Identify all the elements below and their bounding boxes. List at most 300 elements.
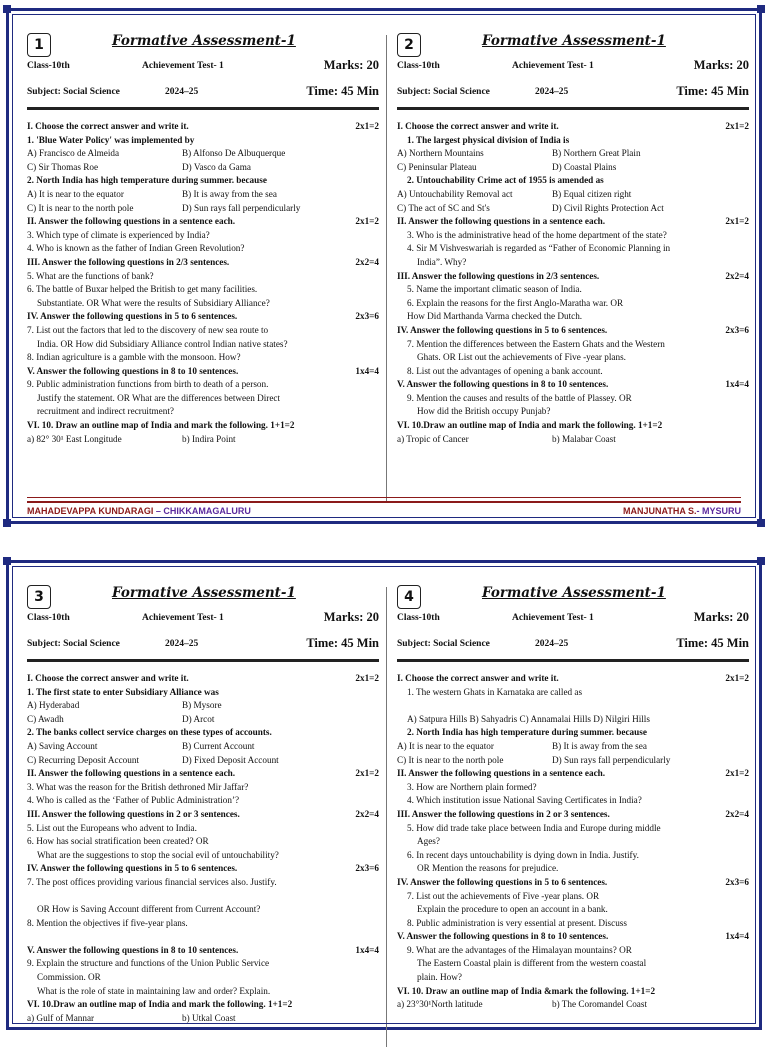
line-text: 2. North India has high temperature during summer. because [407,727,647,738]
class-label: Class-10th [27,613,70,623]
marks-allocation: 2x1=2 [725,216,749,227]
line-text: 1. 'Blue Water Policy' was implemented by [27,134,195,145]
author-left-place: – CHIKKAMAGALURU [153,506,251,516]
line-text: How Did Marthanda Varma checked the Dutch. [407,311,583,322]
line-text: 8. Indian agriculture is a gamble with the monsoon. How? [27,352,241,363]
info-row [397,57,749,77]
line-text: IV. Answer the following questions in 5 to 6 sentences. [27,311,238,322]
option-row [27,754,379,768]
question-text [397,794,749,808]
paper-panel [397,583,749,1012]
line-text: 5. Name the important climatic season of India. [407,284,582,295]
option-text: D) Fixed Deposit Account [182,754,279,765]
section-heading [27,134,379,148]
test-label: Achievement Test- 1 [512,61,594,71]
question-text [27,957,379,971]
option-text: A) It is near to the equator [27,188,124,199]
marks-label: Marks: 20 [693,58,749,72]
test-label: Achievement Test- 1 [142,61,224,71]
section-heading [397,930,749,944]
section-heading [27,256,379,270]
marks-allocation: 2x1=2 [355,768,379,779]
year-label: 2024–25 [165,639,199,649]
option-text: A) It is near to the equator [397,740,494,751]
question-text [27,392,379,406]
marks-allocation: 2x3=6 [725,324,749,335]
marks-allocation: 2x2=4 [725,808,749,819]
line-text: 8. Mention the objectives if five-year plans. [27,917,188,928]
time-label: Time: 45 Min [676,636,749,650]
paper-number: 4 [397,585,421,609]
line-text: 8. Public administration is very essential at present. Discuss [407,917,627,928]
class-label: Class-10th [397,613,440,623]
footer-right [623,506,741,516]
subject-label: Subject: Social Science [27,639,120,649]
question-text [397,365,749,379]
paper-heading [397,583,749,609]
option-row [397,433,749,447]
question-text [397,835,749,849]
corner-ornament [757,519,765,527]
class-label: Class-10th [27,61,70,71]
line-text: recruitment and indirect recruitment? [37,406,174,417]
marks-label: Marks: 20 [323,610,379,624]
question-text [397,890,749,904]
option-row [397,740,749,754]
line-text: 5. What are the functions of bank? [27,270,154,281]
author-right-name: MANJUNATHA S. [623,506,697,516]
line-text: 6. In recent days untouchability is dying down in India. Justify. [407,849,639,860]
line-text: OR Mention the reasons for prejudice. [417,863,559,874]
question-text [397,229,749,243]
line-text: 3. What was the reason for the British dethroned Mir Jaffar? [27,781,249,792]
option-text: a) Gulf of Mannar [27,1012,95,1023]
paper-title: Formative Assessment-1 [482,585,666,601]
line-text: Explain the procedure to open an account in a bank. [417,904,608,915]
marks-allocation: 1x4=4 [355,365,379,376]
option-text: B) It is away from the sea [552,740,647,751]
line-text: 3. Which type of climate is experienced by India? [27,229,210,240]
option-text: C) The act of SC and St's [397,202,490,213]
line-text: 8. List out the advantages of opening a bank account. [407,365,603,376]
question-text [397,256,749,270]
line-text: 6. How has social stratification been created? OR [27,836,209,847]
option-row [397,754,749,768]
paper-title: Formative Assessment-1 [112,585,296,601]
option-text: B) Current Account [182,740,255,751]
line-text: III. Answer the following questions in 2 or 3 sentences. [397,808,610,819]
paper-title: Formative Assessment-1 [112,33,296,49]
marks-allocation: 2x2=4 [355,808,379,819]
line-text: 4. Sir M Vishveswariah is regarded as “Father of Economic Planning in [407,243,671,254]
question-text [397,781,749,795]
question-text [27,971,379,985]
option-text: C) Sir Thomas Roe [27,161,99,172]
question-text [397,944,749,958]
question-text [397,699,749,713]
option-row [27,188,379,202]
line-text: 1. The largest physical division of India is [407,134,570,145]
option-text: D) Vasco da Gama [182,161,251,172]
sheet-top [6,8,762,524]
section-heading [397,324,749,338]
option-row [27,713,379,727]
line-text: OR How is Saving Account different from Current Account? [37,904,261,915]
time-label: Time: 45 Min [306,84,379,98]
marks-allocation: 2x2=4 [725,270,749,281]
option-row [27,1012,379,1026]
line-text: 2. The banks collect service charges on these types of accounts. [27,727,272,738]
corner-ornament [3,557,11,565]
paper-panel [27,583,379,1025]
option-row [27,161,379,175]
subject-label: Subject: Social Science [397,87,490,97]
line-text: What is the role of state in maintaining law and order? Explain. [37,985,271,996]
section-heading [397,419,749,433]
line-text: 1. The western Ghats in Karnataka are called as [407,686,583,697]
marks-allocation: 2x3=6 [355,311,379,322]
line-text: Commission. OR [37,972,101,983]
class-label: Class-10th [397,61,440,71]
line-text: 6. Explain the reasons for the first Anglo-Maratha war. OR [407,297,624,308]
question-text [27,242,379,256]
marks-allocation: 2x1=2 [355,216,379,227]
line-text: I. Choose the correct answer and write it. [27,121,189,131]
section-heading [27,808,379,822]
option-text: A) Untouchability Removal act [397,188,513,199]
option-text: C) It is near to the north pole [397,754,504,765]
question-text [27,835,379,849]
line-text: VI. 10.Draw an outline map of India and mark the following. 1+1=2 [397,420,663,431]
test-label: Achievement Test- 1 [142,613,224,623]
line-text: 5. How did trade take place between India and Europe during middle [407,822,661,833]
section-heading [397,876,749,890]
line-text: III. Answer the following questions in 2/3 sentences. [27,256,230,267]
question-text [27,781,379,795]
question-text [397,310,749,324]
question-text [397,351,749,365]
section-heading [27,120,379,134]
question-text [27,270,379,284]
line-text: V. Answer the following questions in 8 to 10 sentences. [397,379,609,390]
line-text: 9. Mention the causes and results of the battle of Plassey. OR [407,392,632,403]
subject-label: Subject: Social Science [27,87,120,97]
option-row [397,147,749,161]
line-text: 2. Untouchability Crime act of 1955 is amended as [407,175,604,186]
section-heading [397,985,749,999]
question-text [27,229,379,243]
option-row [27,147,379,161]
question-text [397,338,749,352]
option-text: D) Sun rays fall perpendicularly [552,754,671,765]
info-row [27,83,379,103]
option-text: a) 82° 30¹ East Longitude [27,433,122,444]
question-text [397,822,749,836]
line-text: VI. 10.Draw an outline map of India and mark the following. 1+1=2 [27,999,293,1010]
section-heading [27,998,379,1012]
line-text: 7. The post offices providing various financial services also. Justify. [27,876,277,887]
line-text: 7. Mention the differences between the Eastern Ghats and the Western [407,338,665,349]
option-text: D) Arcot [182,713,215,724]
option-row [397,202,749,216]
line-text: India”. Why? [417,256,467,267]
section-heading [397,270,749,284]
line-text: II. Answer the following questions in a sentence each. [397,216,606,227]
question-text [397,971,749,985]
section-heading [397,726,749,740]
line-text: I. Choose the correct answer and write it. [397,673,559,683]
marks-allocation: 2x1=2 [725,768,749,779]
line-text: 1. The first state to enter Subsidiary Alliance was [27,686,219,697]
year-label: 2024–25 [165,87,199,97]
marks-allocation: 2x2=4 [355,256,379,267]
test-label: Achievement Test- 1 [512,613,594,623]
line-text: 7. List out the factors that led to the discovery of new sea route to [27,324,269,335]
line-text: 7. List out the achievements of Five -year plans. OR [407,890,600,901]
section-heading [27,862,379,876]
question-text [27,794,379,808]
paper-number: 1 [27,33,51,57]
question-text [27,405,379,419]
paper-number: 2 [397,33,421,57]
sheet-bottom [6,560,762,1030]
section-heading [27,672,379,686]
marks-allocation: 2x1=2 [725,673,749,683]
marks-allocation: 2x3=6 [355,863,379,874]
option-text: C) Recurring Deposit Account [27,754,140,765]
section-heading [27,726,379,740]
question-text [397,297,749,311]
option-text: D) Sun rays fall perpendicularly [182,202,301,213]
footer-left [27,506,251,516]
section-heading [27,174,379,188]
year-label: 2024–25 [535,639,569,649]
option-row [27,740,379,754]
line-text: III. Answer the following questions in 2 or 3 sentences. [27,808,240,819]
option-text: B) Equal citizen right [552,188,632,199]
marks-label: Marks: 20 [693,610,749,624]
question-text [397,849,749,863]
line-text: V. Answer the following questions in 8 to 10 sentences. [27,365,239,376]
line-text: II. Answer the following questions in a sentence each. [27,768,236,779]
section-heading [27,686,379,700]
section-heading [397,134,749,148]
option-text: B) It is away from the sea [182,188,277,199]
line-text: 3. How are Northern plain formed? [407,781,537,792]
header-rule [397,107,749,110]
header-rule [27,107,379,110]
section-heading [27,310,379,324]
option-text: B) Mysore [182,700,222,711]
column-divider [386,35,387,501]
author-right-place: - MYSURU [696,506,741,516]
line-text: 5. List out the Europeans who advent to India. [27,822,197,833]
line-text: 3. Who is the administrative head of the home department of the state? [407,229,667,240]
paper-title: Formative Assessment-1 [482,33,666,49]
header-rule [397,659,749,662]
line-text: III. Answer the following questions in 2/3 sentences. [397,270,600,281]
section-heading [27,215,379,229]
info-row [397,635,749,655]
question-text [27,849,379,863]
marks-allocation: 1x4=4 [355,944,379,955]
question-text [397,903,749,917]
section-heading [397,767,749,781]
year-label: 2024–25 [535,87,569,97]
line-text: VI. 10. Draw an outline map of India and mark the following. 1+1=2 [27,420,295,431]
line-text: 4. Which institution issue National Saving Certificates in India? [407,795,642,806]
option-text: A) Francisco de Almeida [27,148,120,159]
line-text: II. Answer the following questions in a sentence each. [397,768,606,779]
line-text: 2. North India has high temperature during summer. because [27,175,267,186]
option-row [397,188,749,202]
author-left-name: MAHADEVAPPA KUNDARAGI [27,506,154,516]
marks-allocation: 2x1=2 [355,673,379,683]
question-text [397,917,749,931]
time-label: Time: 45 Min [306,636,379,650]
paper-panel [397,31,749,446]
marks-allocation: 2x3=6 [725,876,749,887]
option-row [27,202,379,216]
question-text [27,985,379,999]
marks-allocation: 1x4=4 [725,379,749,390]
line-text: 9. Explain the structure and functions of the Union Public Service [27,958,270,969]
paper-panel [27,31,379,446]
info-row [397,609,749,629]
question-text [27,297,379,311]
line-text: 4. Who is called as the ‘Father of Public Administration’? [27,795,240,806]
info-row [27,635,379,655]
question-text [397,862,749,876]
line-text: What are the suggestions to stop the social evil of untouchability? [37,849,279,860]
line-text: IV. Answer the following questions in 5 to 6 sentences. [397,324,608,335]
question-text [397,392,749,406]
line-text: VI. 10. Draw an outline map of India &mark the following. 1+1=2 [397,985,656,996]
line-text: 6. The battle of Buxar helped the British to get many facilities. [27,284,258,295]
line-text: plain. How? [417,972,462,983]
option-text: b) Malabar Coast [552,433,616,444]
marks-allocation: 2x1=2 [355,121,379,131]
section-heading [397,672,749,686]
line-text: I. Choose the correct answer and write it. [397,121,559,131]
question-text [27,876,379,890]
line-text: Substantiate. OR What were the results of Subsidiary Alliance? [37,297,270,308]
option-row [27,699,379,713]
marks-label: Marks: 20 [323,58,379,72]
option-text: C) It is near to the north pole [27,202,134,213]
question-text [27,890,379,904]
option-text: A) Northern Mountains [397,148,484,159]
corner-ornament [757,5,765,13]
line-text: 9. What are the advantages of the Himalayan mountains? OR [407,944,632,955]
question-text [397,405,749,419]
line-text: Ghats. OR List out the achievements of Five -year plans. [417,352,626,363]
option-text: B) Northern Great Plain [552,148,641,159]
option-text: D) Coastal Plains [552,161,617,172]
question-text [397,242,749,256]
question-text [27,378,379,392]
line-text: IV. Answer the following questions in 5 to 6 sentences. [27,863,238,874]
time-label: Time: 45 Min [676,84,749,98]
line-text: V. Answer the following questions in 8 to 10 sentences. [27,944,239,955]
marks-allocation: 2x1=2 [725,121,749,131]
option-text: D) Civil Rights Protection Act [552,202,664,213]
option-text: C) Awadh [27,713,64,724]
section-heading [397,808,749,822]
option-text: B) Alfonso De Albuquerque [182,148,286,159]
paper-number: 3 [27,585,51,609]
line-text: Justify the statement. OR What are the differences between Direct [37,392,281,403]
info-row [27,57,379,77]
section-heading [27,944,379,958]
section-heading [397,215,749,229]
corner-ornament [757,557,765,565]
line-text: I. Choose the correct answer and write it. [27,673,189,683]
question-text [27,930,379,944]
info-row [397,83,749,103]
paper-heading [397,31,749,57]
section-heading [397,378,749,392]
option-row [397,161,749,175]
column-divider [386,587,387,1047]
section-heading [397,174,749,188]
line-text: 4. Who is known as the father of Indian Green Revolution? [27,243,245,254]
option-text: C) Peninsular Plateau [397,161,477,172]
line-text: Ages? [417,836,440,847]
line-text: II. Answer the following questions in a sentence each. [27,216,236,227]
question-text [397,283,749,297]
option-text: a) 23°30¹North latitude [397,999,483,1010]
question-text [397,957,749,971]
option-text: b) Utkal Coast [182,1012,236,1023]
question-text [27,822,379,836]
marks-allocation: 1x4=4 [725,931,749,942]
section-heading [27,767,379,781]
footer [27,501,741,517]
paper-heading [27,31,379,57]
header-rule [27,659,379,662]
corner-ornament [3,5,11,13]
question-text [27,338,379,352]
section-heading [27,365,379,379]
question-text [27,903,379,917]
info-row [27,609,379,629]
option-row [27,433,379,447]
line-text: The Eastern Coastal plain is different from the western coastal [417,958,647,969]
section-heading [397,120,749,134]
question-text [27,351,379,365]
question-text [27,324,379,338]
line-text: V. Answer the following questions in 8 to 10 sentences. [397,931,609,942]
option-text: A) Saving Account [27,740,98,751]
section-heading [27,419,379,433]
line-text: A) Satpura Hills B) Sahyadris C) Annamalai Hills D) Nilgiri Hills [407,713,650,724]
question-text [397,713,749,727]
line-text: India. OR How did Subsidiary Alliance control Indian native states? [37,338,288,349]
option-text: a) Tropic of Cancer [397,433,469,444]
corner-ornament [3,519,11,527]
line-text: IV. Answer the following questions in 5 to 6 sentences. [397,876,608,887]
line-text: 9. Public administration functions from birth to death of a person. [27,379,269,390]
line-text: How did the British occupy Punjab? [417,406,551,417]
option-row [397,998,749,1012]
subject-label: Subject: Social Science [397,639,490,649]
option-text: b) The Coromandel Coast [552,999,648,1010]
question-text [27,917,379,931]
option-text: b) Indira Point [182,433,236,444]
option-text: A) Hyderabad [27,700,80,711]
question-text [27,283,379,297]
